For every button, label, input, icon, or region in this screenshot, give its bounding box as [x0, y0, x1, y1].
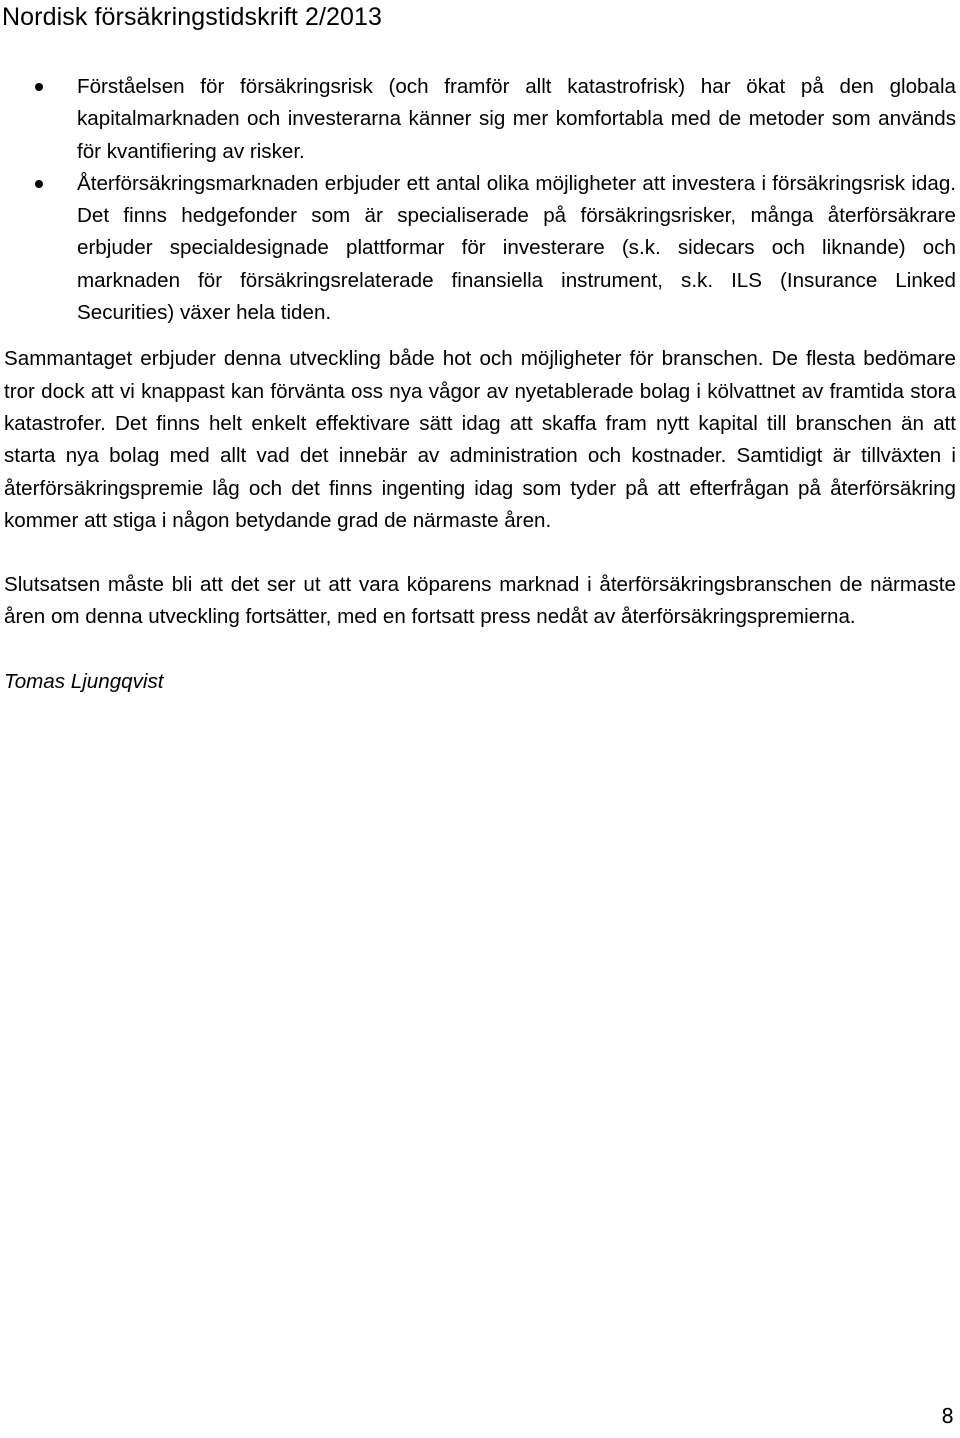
- bullet-item: [4, 168, 956, 329]
- author-signature: Tomas Ljungqvist: [4, 669, 164, 693]
- body-paragraph: Sammantaget erbjuder denna utveckling både hot och möjligheter för branschen. De flesta bedömare tror dock att vi knappast kan förvänta oss nya vågor av nyetablerade bolag i kölvattnet av framtida stora katastrofer. Det finns helt enkelt effektivare sätt idag att skaffa fram nytt kapital till branschen än att starta nya bolag med allt vad det innebär av administration och kostnader. Samtidigt är tillväxten i återförsäkringspremie låg och det finns ingenting idag som tyder på att efterfrågan på återförsäkring kommer att stiga i någon betydande grad de närmaste åren.: [4, 347, 956, 532]
- bullet-dot-icon: [35, 180, 43, 188]
- conclusion-paragraph: Slutsatsen måste bli att det ser ut att vara köparens marknad i återförsäkringsbranschen de närmaste åren om denna utveckling fortsätter, med en fortsatt press nedåt av återförsäkringspremierna.: [4, 573, 956, 629]
- page-number: 8: [941, 1404, 954, 1428]
- bullet-dot-icon: [35, 83, 43, 91]
- article-body: [4, 71, 956, 698]
- journal-header: Nordisk försäkringstidskrift 2/2013: [2, 3, 383, 31]
- bullet-text: Förståelsen för försäkringsrisk (och framför allt katastrofrisk) har ökat på den globala kapitalmarknaden och investerarna känner sig mer komfortabla med de metoder som används för kvantifiering av risker.: [77, 75, 956, 163]
- bullet-list: [4, 71, 956, 329]
- bullet-text: Återförsäkringsmarknaden erbjuder ett antal olika möjligheter att investera i försäkringsrisk idag. Det finns hedgefonder som är specialiserade på försäkringsrisker, många återförsäkrare erbjuder specialdesignade plattformar för investerare (s.k. sidecars och liknande) och marknaden för försäkringsrelaterade finansiella instrument, s.k. ILS (Insurance Linked Securities) växer hela tiden.: [77, 171, 956, 325]
- bullet-item: [4, 71, 956, 168]
